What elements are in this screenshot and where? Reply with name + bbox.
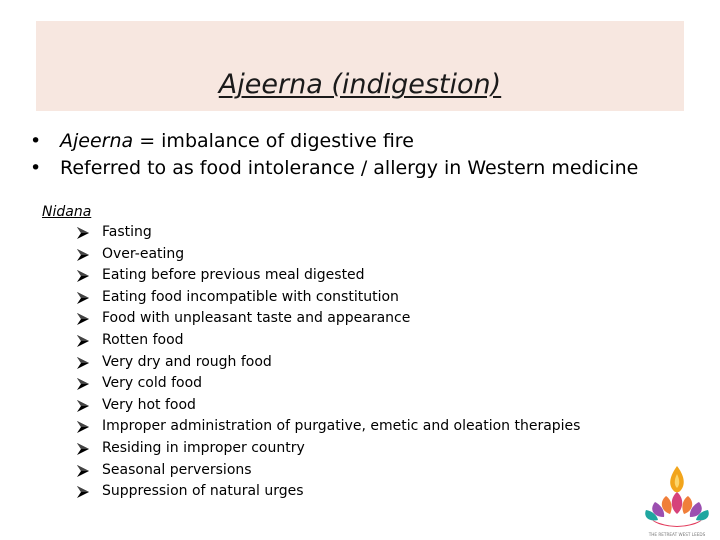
definition-bullets xyxy=(30,128,638,182)
nidana-item-label: Rotten food xyxy=(102,331,184,348)
title-banner xyxy=(36,21,684,111)
arrow-bullet-icon xyxy=(76,334,90,348)
arrow-bullet-icon xyxy=(76,312,90,326)
nidana-heading: Nidana xyxy=(42,204,92,220)
arrow-bullet-icon xyxy=(76,291,90,305)
nidana-item-label: Residing in improper country xyxy=(102,439,305,456)
nidana-item xyxy=(76,265,580,287)
arrow-bullet-icon xyxy=(76,356,90,370)
nidana-item xyxy=(76,222,580,244)
nidana-item xyxy=(76,416,580,438)
nidana-item-label: Eating food incompatible with constitution xyxy=(102,288,399,305)
nidana-list xyxy=(76,222,580,503)
page-title: Ajeerna (indigestion) xyxy=(218,69,502,100)
bullet-text: Referred to as food intolerance / allergy in Western medicine xyxy=(60,157,639,179)
lamp-flame-logo xyxy=(640,462,714,538)
nidana-item-label: Very cold food xyxy=(102,375,203,392)
nidana-item-label: Improper administration of purgative, emetic and oleation therapies xyxy=(102,418,581,435)
nidana-item-label: Suppression of natural urges xyxy=(102,483,304,500)
nidana-item-label: Food with unpleasant taste and appearance xyxy=(102,310,411,327)
bullet-item xyxy=(30,155,638,182)
arrow-bullet-icon xyxy=(76,420,90,434)
logo-caption: THE RETREAT WEST LEEDS xyxy=(648,532,706,537)
arrow-bullet-icon xyxy=(76,442,90,456)
nidana-item xyxy=(76,460,580,482)
arrow-bullet-icon xyxy=(76,464,90,478)
nidana-item-label: Over-eating xyxy=(102,245,185,262)
bullet-dot-icon: • xyxy=(30,130,42,152)
nidana-item xyxy=(76,395,580,417)
nidana-item xyxy=(76,373,580,395)
nidana-item xyxy=(76,481,580,503)
nidana-item xyxy=(76,287,580,309)
arrow-bullet-icon xyxy=(76,399,90,413)
nidana-item xyxy=(76,352,580,374)
arrow-bullet-icon xyxy=(76,269,90,283)
nidana-item-label: Very dry and rough food xyxy=(102,353,272,370)
arrow-bullet-icon xyxy=(76,248,90,262)
nidana-item-label: Fasting xyxy=(102,224,152,240)
nidana-item-label: Eating before previous meal digested xyxy=(102,267,365,284)
bullet-item xyxy=(30,128,638,155)
nidana-item xyxy=(76,244,580,266)
arrow-bullet-icon xyxy=(76,226,90,240)
nidana-item xyxy=(76,330,580,352)
arrow-bullet-icon xyxy=(76,485,90,499)
bullet-text: = imbalance of digestive fire xyxy=(133,130,414,152)
bullet-dot-icon: • xyxy=(30,157,42,179)
nidana-item-label: Very hot food xyxy=(102,396,196,413)
nidana-item xyxy=(76,438,580,460)
nidana-item-label: Seasonal perversions xyxy=(102,461,252,478)
nidana-item xyxy=(76,308,580,330)
arrow-bullet-icon xyxy=(76,377,90,391)
bullet-term: Ajeerna xyxy=(60,130,134,152)
